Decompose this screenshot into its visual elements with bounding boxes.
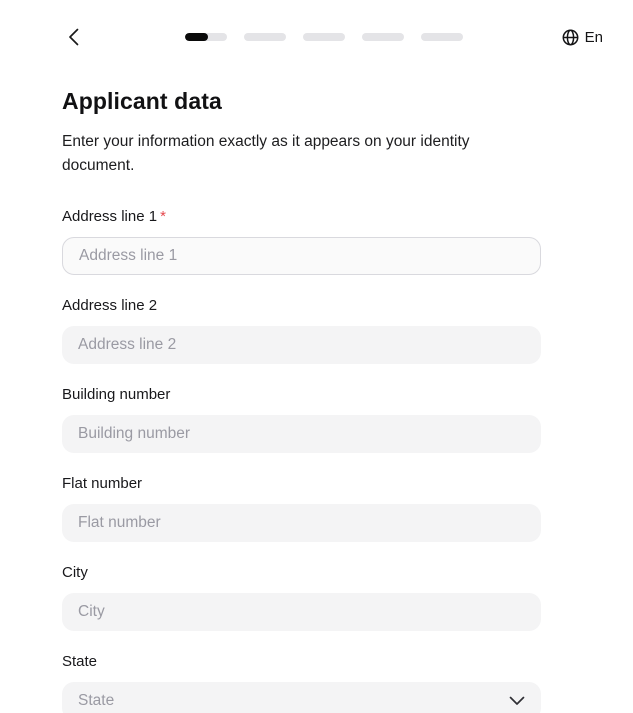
flat-number-input[interactable]: [62, 504, 541, 542]
field-building-number: [62, 386, 541, 453]
topbar: [62, 26, 603, 48]
field-label-text: Address line 1: [62, 208, 158, 226]
required-asterisk: *: [160, 208, 166, 226]
page-subtitle: Enter your information exactly as it appears on your identity document.: [62, 133, 470, 175]
flat-number-label: Flat number: [62, 475, 143, 493]
building-number-input[interactable]: [62, 415, 541, 453]
city-input[interactable]: [62, 593, 541, 631]
chevron-left-icon: [68, 28, 80, 46]
progress-fill: [185, 33, 208, 41]
chevron-down-icon: [509, 696, 525, 706]
back-button[interactable]: [62, 26, 86, 48]
address-line-1-label: [62, 208, 541, 225]
address-line-2-input[interactable]: [62, 326, 541, 364]
state-select-placeholder: State: [78, 692, 115, 710]
field-city: [62, 564, 541, 631]
applicant-data-form: [62, 208, 541, 713]
state-label: State: [62, 653, 98, 671]
progress-segment-4: [362, 33, 404, 41]
progress-segment-5: [421, 33, 463, 41]
language-label: En: [584, 28, 603, 46]
address-line-1-input[interactable]: [62, 237, 541, 275]
field-state: [62, 653, 541, 713]
address-line-2-label: Address line 2: [62, 297, 158, 315]
field-flat-number: [62, 475, 541, 542]
progress-segment-1: [185, 33, 227, 41]
state-select[interactable]: [62, 682, 541, 713]
progress-segment-3: [303, 33, 345, 41]
city-label: City: [62, 564, 88, 582]
field-address-line-1: [62, 208, 541, 275]
field-address-line-2: [62, 297, 541, 364]
globe-icon: [562, 29, 579, 46]
page-title: Applicant data: [62, 88, 222, 114]
progress-segment-2: [244, 33, 286, 41]
progress-bar: [185, 33, 463, 41]
building-number-label: Building number: [62, 386, 171, 404]
language-selector[interactable]: [562, 29, 603, 46]
